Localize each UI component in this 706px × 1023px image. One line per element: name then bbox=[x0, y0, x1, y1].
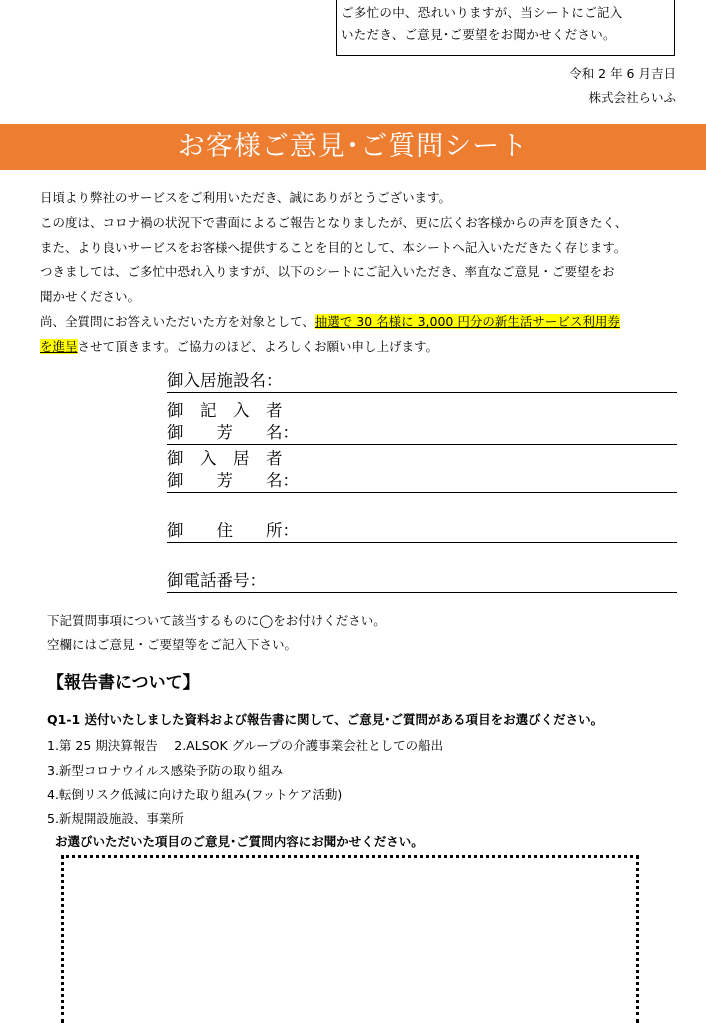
company-name: 株式会社らいふ bbox=[588, 90, 676, 105]
option-line-1[interactable]: 1.第 25 期決算報告 2.ALSOK グループの介護事業会社としての船出 bbox=[47, 738, 444, 753]
resident-name-field[interactable] bbox=[167, 448, 677, 493]
intro-line-7-text: させて頂きます。ご協力のほど、よろしくお願い申し上げます。 bbox=[77, 338, 439, 354]
facility-field[interactable] bbox=[167, 370, 677, 393]
notice-box bbox=[336, 0, 675, 56]
notice-line-2: いただき、ご意見･ご要望をお聞かせください。 bbox=[341, 27, 616, 42]
intro-line-6 bbox=[40, 310, 690, 335]
option-line-4[interactable]: 5.新規開設施設、事業所 bbox=[47, 811, 184, 826]
intro-line-4: つきましては、ご多忙中恐れ入りますが、以下のシートにご記入いただき、率直なご意見・ご要望をお bbox=[40, 264, 615, 280]
intro-line-6-text: 尚、全質問にお答えいただいた方を対象として、 bbox=[40, 313, 315, 329]
facility-label: 御入居施設名： bbox=[167, 371, 283, 390]
intro-line-5: 聞かせください。 bbox=[40, 289, 141, 305]
comment-answer-box[interactable] bbox=[61, 855, 639, 1023]
writer-label-2: 御 芳 名： bbox=[167, 423, 299, 442]
address-field[interactable] bbox=[167, 520, 677, 543]
resident-label-1: 御 入 居 者 bbox=[167, 449, 283, 468]
intro-text bbox=[40, 186, 690, 360]
notice-line-1: ご多忙の中、恐れいりますが、当シートにご記入 bbox=[341, 5, 623, 20]
option-line-2[interactable]: 3.新型コロナウイルス感染予防の取り組み bbox=[47, 763, 284, 778]
issue-date: 令和 2 年 6 月吉日 bbox=[569, 66, 676, 81]
instruction-line-2: 空欄にはご意見・ご要望等をご記入下さい。 bbox=[47, 637, 298, 652]
intro-line-1: 日頃より弊社のサービスをご利用いただき、誠にありがとうございます。 bbox=[40, 190, 452, 205]
question-q1-1: Q1-1 送付いたしました資料および報告書に関して、ご意見･ご質問がある項目をお選びください。 bbox=[47, 712, 604, 727]
phone-label: 御電話番号： bbox=[167, 571, 266, 590]
writer-label-1: 御 記 入 者 bbox=[167, 401, 283, 420]
prize-highlight: 抽選で 30 名様に 3,000 円分の新生活サービス利用券 bbox=[314, 313, 620, 329]
option-line-3[interactable]: 4.転倒リスク低減に向けた取り組み(フットケア活動) bbox=[47, 787, 343, 802]
intro-line-7 bbox=[40, 335, 690, 360]
phone-field[interactable] bbox=[167, 570, 677, 593]
writer-name-field[interactable] bbox=[167, 400, 677, 445]
instruction-line-1: 下記質問事項について該当するものに◯をお付けください。 bbox=[47, 613, 386, 628]
address-label: 御 住 所： bbox=[167, 521, 299, 540]
intro-line-3: また、より良いサービスをお客様へ提供することを目的として、本シートへ記入いただきたく存じます。 bbox=[40, 239, 627, 255]
page-title: お客様ご意見･ご質問シート bbox=[0, 124, 706, 170]
intro-line-2: この度は、コロナ禍の状況下で書面によるご報告となりましたが、更に広くお客様からの声を頂きたく、 bbox=[40, 214, 628, 230]
comment-prompt: お選びいただいた項目のご意見･ご質問内容にお聞かせください。 bbox=[55, 834, 424, 849]
resident-label-2: 御 芳 名： bbox=[167, 471, 299, 490]
section-title: 【報告書について】 bbox=[47, 673, 200, 693]
prize-highlight-cont: を進呈 bbox=[40, 338, 78, 354]
